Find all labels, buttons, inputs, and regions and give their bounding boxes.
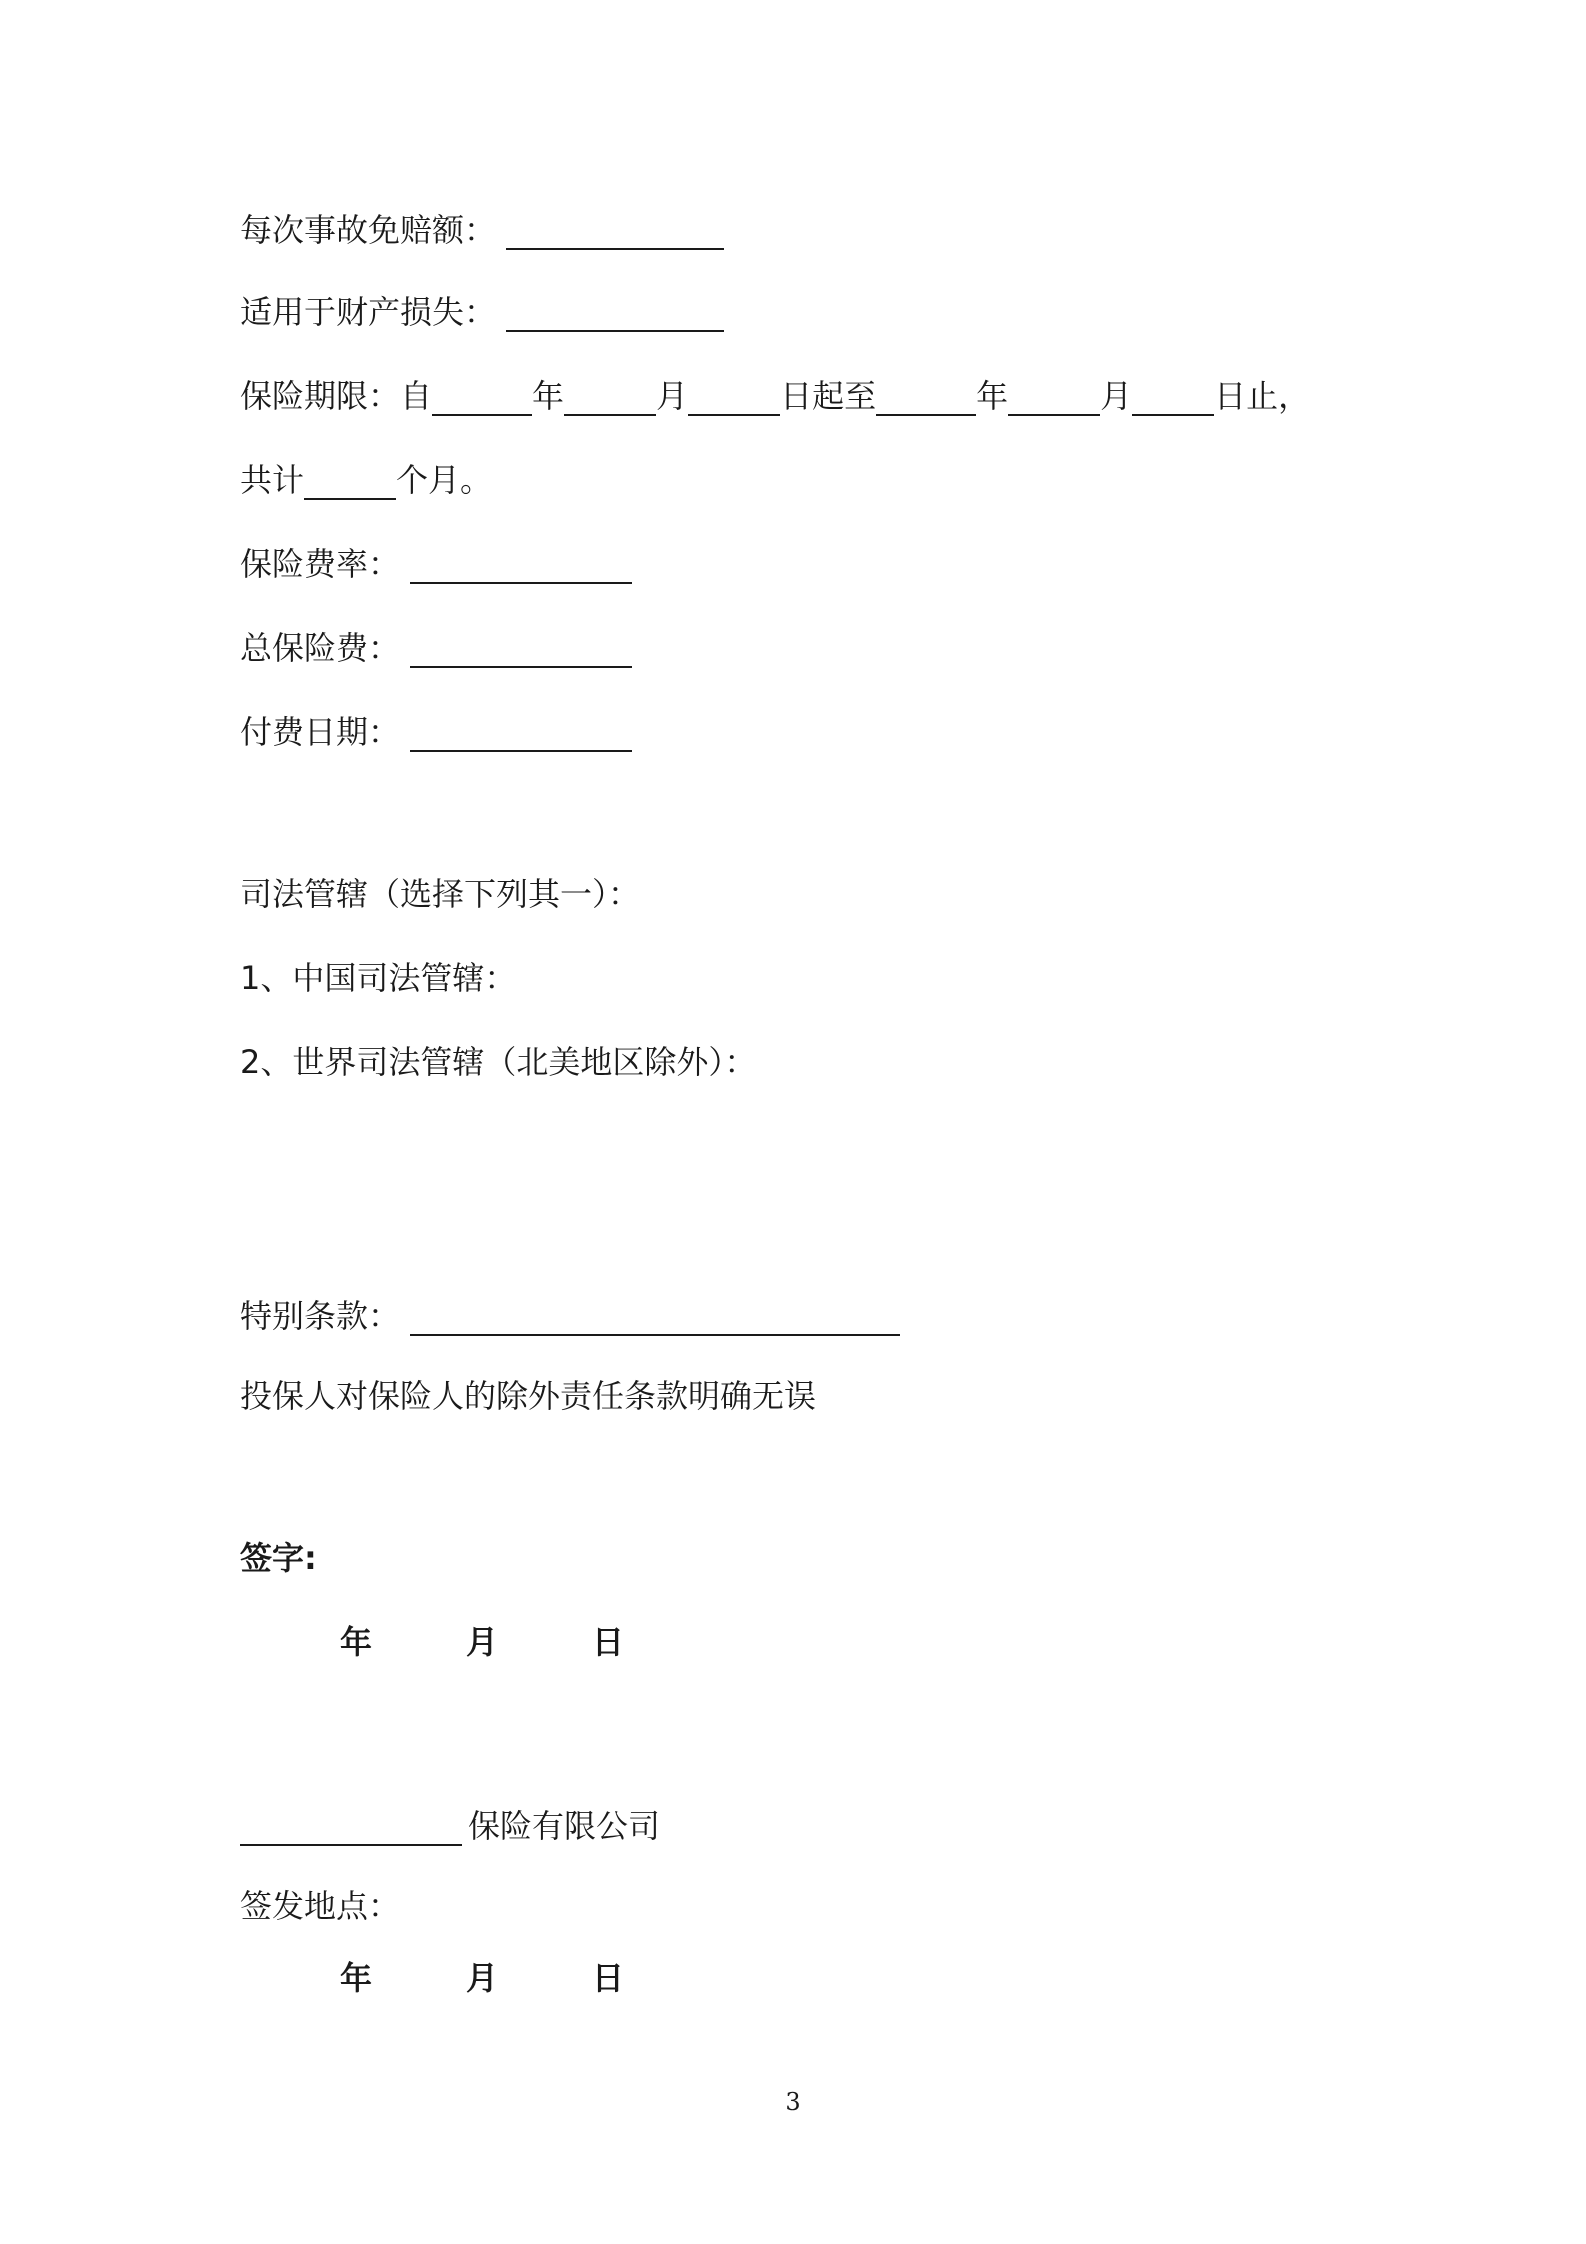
premium-blank <box>410 632 632 668</box>
issue-place-row <box>240 1886 400 1926</box>
start-day-blank <box>688 380 780 416</box>
property-loss-row <box>240 292 724 332</box>
payment-date-blank <box>410 716 632 752</box>
end-day-blank <box>1132 380 1214 416</box>
deductible-label: 每次事故免赔额： <box>240 211 497 249</box>
issue-day: 日 <box>592 1959 625 1997</box>
signature-day: 日 <box>592 1623 625 1661</box>
issue-month: 月 <box>466 1959 499 1997</box>
deductible-row <box>240 210 724 250</box>
total-months-row <box>240 460 492 500</box>
jurisdiction-option-2-text: 2、世界司法管辖（北美地区除外）： <box>240 1043 757 1081</box>
signature-month: 月 <box>466 1623 499 1661</box>
jurisdiction-option-1-text: 1、中国司法管辖： <box>240 959 517 997</box>
total-suffix: 个月。 <box>396 461 493 499</box>
premium-row <box>240 628 632 668</box>
rate-blank <box>410 548 632 584</box>
rate-label: 保险费率： <box>240 545 401 583</box>
exclusion-statement <box>240 1376 816 1416</box>
start-month-blank <box>564 380 656 416</box>
end-month-blank <box>1008 380 1100 416</box>
start-day-text: 日起至 <box>780 377 877 415</box>
deductible-blank <box>506 214 724 250</box>
exclusion-statement-text: 投保人对保险人的除外责任条款明确无误 <box>240 1377 817 1415</box>
start-year-text: 年 <box>532 377 565 415</box>
company-suffix: 保险有限公司 <box>468 1807 661 1845</box>
end-month-text: 月 <box>1100 377 1133 415</box>
total-months-blank <box>304 464 396 500</box>
jurisdiction-option-1 <box>240 958 516 998</box>
total-prefix: 共计 <box>240 461 305 499</box>
special-terms-blank <box>410 1300 900 1336</box>
end-year-text: 年 <box>976 377 1009 415</box>
special-terms-label: 特别条款： <box>240 1297 401 1335</box>
insurance-period-row <box>240 376 1310 416</box>
jurisdiction-heading-text: 司法管辖（选择下列其一）： <box>240 875 641 913</box>
rate-row <box>240 544 632 584</box>
period-from-text: 自 <box>400 377 433 415</box>
period-label: 保险期限： <box>240 377 401 415</box>
premium-label: 总保险费： <box>240 629 401 667</box>
signature-year: 年 <box>340 1623 373 1661</box>
page-number: 3 <box>785 2088 801 2116</box>
payment-date-row <box>240 712 632 752</box>
property-loss-label: 适用于财产损失： <box>240 293 497 331</box>
start-month-text: 月 <box>656 377 689 415</box>
issue-year: 年 <box>340 1959 373 1997</box>
jurisdiction-option-2 <box>240 1042 756 1082</box>
special-terms-row <box>240 1296 900 1336</box>
signature-label <box>240 1538 317 1578</box>
end-year-blank <box>876 380 976 416</box>
payment-date-label: 付费日期： <box>240 713 401 751</box>
jurisdiction-heading <box>240 874 640 914</box>
issue-place-label: 签发地点： <box>240 1887 401 1925</box>
signature-label-text: 签字: <box>240 1539 317 1577</box>
end-day-text: 日止， <box>1214 377 1311 415</box>
start-year-blank <box>432 380 532 416</box>
company-name-blank <box>240 1810 462 1846</box>
issuer-company-row <box>240 1806 660 1846</box>
property-loss-blank <box>506 296 724 332</box>
